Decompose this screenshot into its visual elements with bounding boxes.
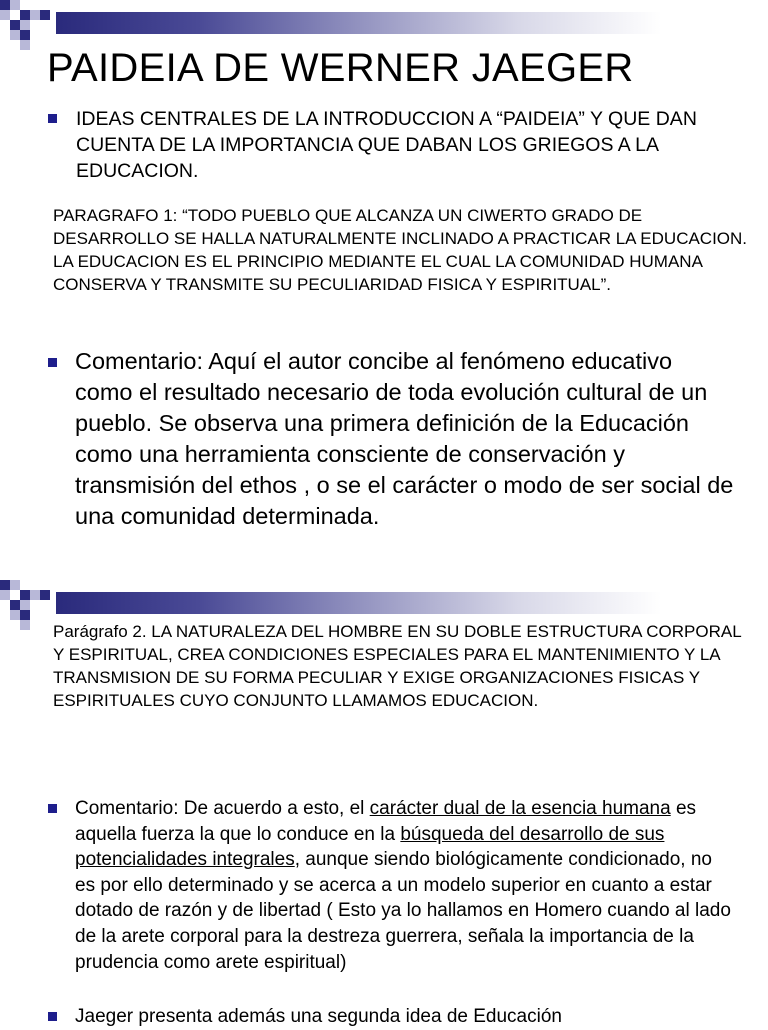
slide-2 <box>0 580 768 1027</box>
header-gradient-band <box>56 592 768 614</box>
comment-underline-1: carácter dual de la esencia humana <box>369 798 671 819</box>
comment-part-1: Comentario: De acuerdo a esto, el <box>75 798 370 819</box>
slide-title: PAIDEIA DE WERNER JAEGER <box>47 46 634 90</box>
comment-bullet <box>48 796 748 975</box>
comment-text: Comentario: Aquí el autor concibe al fenómeno educativo como el resultado necesario de toda evolución cultural de un pueblo. Se observa una primera definición de la Educación como una herramienta consciente de conservación y transmisión del ethos , o se el carácter o modo de ser social de una comunidad determinada. <box>75 348 734 529</box>
square-bullet-icon <box>48 1012 57 1021</box>
bullet-item <box>48 106 728 184</box>
square-bullet-icon <box>48 114 57 123</box>
bullet-text: Jaeger presenta además una segunda idea de Educación <box>75 1006 562 1027</box>
checker-decoration <box>0 580 60 630</box>
quote-paragraph: PARAGRAFO 1: “TODO PUEBLO QUE ALCANZA UN CIWERTO GRADO DE DESARROLLO SE HALLA NATURALMENTE INCLINADO A PRACTICAR LA EDUCACION. LA EDUCACION ES EL PRINCIPIO MEDIANTE EL CUAL LA COMUNIDAD HUMANA CONSERVA Y TRANSMITE SU PECULIARIDAD FISICA Y ESPIRITUAL”. <box>53 206 748 294</box>
comment-part-2: es aquella fuerza la que lo conduce en la <box>75 798 697 845</box>
bullet-text: IDEAS CENTRALES DE LA INTRODUCCION A “PAIDEIA” Y QUE DAN CUENTA DE LA IMPORTANCIA QUE DABAN LOS GRIEGOS A LA EDUCACION. <box>76 108 697 182</box>
checker-decoration <box>0 0 60 50</box>
comment-part-3: , aunque siendo biológicamente condicionado, no es por ello determinado y se acerca a un modelo superior en cuanto a estar dotado de razón y de libertad ( Esto ya lo hallamos en Homero cuando al lado de la arete corporal para la destreza guerrera, señala la importancia de la prudencia como arete espiritual) <box>75 849 731 973</box>
quote-paragraph: Parágrafo 2. LA NATURALEZA DEL HOMBRE EN SU DOBLE ESTRUCTURA CORPORAL Y ESPIRITUAL, CREA CONDICIONES ESPECIALES PARA EL MANTENIMIENTO Y LA TRANSMISION DE SU FORMA PECULIAR Y EXIGE ORGANIZACIONES FISICAS Y ESPIRITUALES CUYO CONJUNTO LLAMAMOS EDUCACION. <box>53 622 742 710</box>
comment-bullet <box>48 346 748 532</box>
comment-text <box>75 796 735 975</box>
comment-underline-2: búsqueda del desarrollo de sus potencialidades integrales <box>75 823 665 871</box>
square-bullet-icon <box>48 358 57 367</box>
bullet-item-cut <box>48 1004 748 1030</box>
header-gradient-band <box>56 12 768 34</box>
square-bullet-icon <box>48 804 57 813</box>
